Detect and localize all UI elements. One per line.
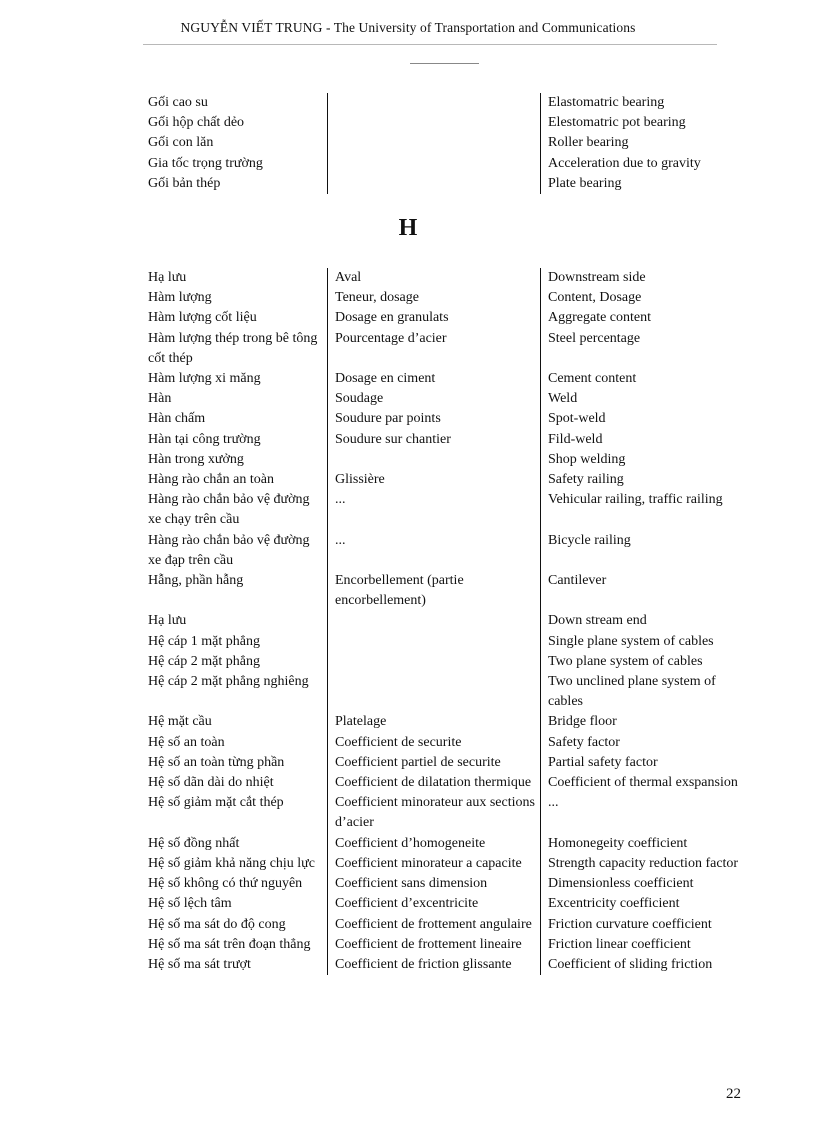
term-vietnamese: Hệ số không có thứ nguyên xyxy=(148,876,303,892)
glossary-row xyxy=(148,470,748,490)
glossary-row xyxy=(148,531,748,571)
glossary-table-h xyxy=(148,268,748,975)
term-french xyxy=(327,154,540,174)
term-english: Safety railing xyxy=(540,470,748,490)
glossary-row xyxy=(148,652,748,672)
term-english: Strength capacity reduction factor xyxy=(540,854,748,874)
term-english: Weld xyxy=(540,389,748,409)
glossary-row xyxy=(148,632,748,652)
term-english: Content, Dosage xyxy=(540,288,748,308)
term-english: Partial safety factor xyxy=(540,753,748,773)
term-vietnamese: Hệ số an toàn từng phần xyxy=(148,754,285,770)
term-french: Pourcentage d’acier xyxy=(327,329,540,369)
term-english: Down stream end xyxy=(540,611,748,631)
term-english: Homonegeity coefficient xyxy=(540,834,748,854)
glossary-row xyxy=(148,450,748,470)
glossary-row xyxy=(148,430,748,450)
glossary-row xyxy=(148,113,748,133)
glossary-row xyxy=(148,834,748,854)
term-vietnamese: Hệ cáp 1 mặt phẳng xyxy=(148,633,260,649)
term-english: Roller bearing xyxy=(540,133,748,153)
term-vietnamese: Gối cao su xyxy=(148,95,208,110)
term-french: Soudure par points xyxy=(327,409,540,429)
term-french xyxy=(327,672,540,712)
term-french: Coefficient de friction glissante xyxy=(327,955,540,975)
term-english: Friction curvature coefficient xyxy=(540,915,748,935)
term-vietnamese: Gia tốc trọng trường xyxy=(148,155,263,171)
term-english: Acceleration due to gravity xyxy=(540,154,748,174)
glossary-row xyxy=(148,409,748,429)
term-vietnamese: Hàng rào chắn bảo vệ đường xe chạy trên cầu xyxy=(148,492,310,528)
term-english: Elestomatric pot bearing xyxy=(540,113,748,133)
term-english: Spot-weld xyxy=(540,409,748,429)
term-vietnamese: Hạ lưu xyxy=(148,613,187,629)
term-english: Two unclined plane system of cables xyxy=(540,672,748,712)
term-english: Coefficient of thermal exspansion xyxy=(540,773,748,793)
glossary-row xyxy=(148,308,748,328)
glossary-row xyxy=(148,854,748,874)
term-english: Shop welding xyxy=(540,450,748,470)
term-vietnamese: Hàn xyxy=(148,391,172,407)
term-french: ... xyxy=(327,531,540,571)
glossary-row xyxy=(148,329,748,369)
term-english: Single plane system of cables xyxy=(540,632,748,652)
term-vietnamese: Hàm lượng xi măng xyxy=(148,371,261,387)
term-french: Coefficient de dilatation thermique xyxy=(327,773,540,793)
term-french: Coefficient minorateur aux sections d’acier xyxy=(327,793,540,833)
glossary-row xyxy=(148,571,748,611)
glossary-row xyxy=(148,793,748,833)
glossary-row xyxy=(148,288,748,308)
glossary-row xyxy=(148,174,748,194)
term-french: Aval xyxy=(327,268,540,288)
term-english: Bridge floor xyxy=(540,712,748,732)
term-vietnamese: Hệ số đồng nhất xyxy=(148,835,240,851)
glossary-table-g xyxy=(148,93,748,194)
term-english: Safety factor xyxy=(540,733,748,753)
term-french: Teneur, dosage xyxy=(327,288,540,308)
term-vietnamese: Hệ số ma sát do độ cong xyxy=(148,916,286,932)
term-english: Excentricity coefficient xyxy=(540,894,748,914)
term-vietnamese: Gối hộp chất dẻo xyxy=(148,115,245,131)
term-french xyxy=(327,174,540,194)
glossary-row xyxy=(148,672,748,712)
term-vietnamese: Hệ cáp 2 mặt phẳng nghiêng xyxy=(148,674,309,690)
term-french xyxy=(327,450,540,470)
term-french xyxy=(327,611,540,631)
term-french: Coefficient de frottement lineaire xyxy=(327,935,540,955)
term-english: Steel percentage xyxy=(540,329,748,369)
glossary-row xyxy=(148,773,748,793)
term-french: Dosage en ciment xyxy=(327,369,540,389)
term-vietnamese: Hàn tại công trường xyxy=(148,431,261,447)
term-french: Soudage xyxy=(327,389,540,409)
glossary-row xyxy=(148,268,748,288)
header-rule xyxy=(143,44,717,45)
term-vietnamese: Gối con lăn xyxy=(148,135,214,151)
glossary-row xyxy=(148,389,748,409)
section-letter: H xyxy=(398,215,418,241)
term-english: Two plane system of cables xyxy=(540,652,748,672)
term-vietnamese: Hàn trong xưởng xyxy=(148,451,244,467)
term-french: Dosage en granulats xyxy=(327,308,540,328)
term-french: Coefficient sans dimension xyxy=(327,874,540,894)
term-vietnamese: Hệ số giảm mặt cắt thép xyxy=(148,795,284,811)
term-french xyxy=(327,93,540,113)
term-vietnamese: Hẫng, phần hẫng xyxy=(148,573,244,589)
glossary-row xyxy=(148,133,748,153)
term-french: ... xyxy=(327,490,540,530)
term-vietnamese: Hệ số an toàn xyxy=(148,734,225,750)
term-english: Friction linear coefficient xyxy=(540,935,748,955)
term-french: Encorbellement (partie encorbellement) xyxy=(327,571,540,611)
page-number: 22 xyxy=(726,1086,741,1102)
term-english: Downstream side xyxy=(540,268,748,288)
glossary-row xyxy=(148,753,748,773)
term-french xyxy=(327,133,540,153)
term-french: Coefficient d’homogeneite xyxy=(327,834,540,854)
term-english: Cement content xyxy=(540,369,748,389)
glossary-row xyxy=(148,712,748,732)
term-english: Fild-weld xyxy=(540,430,748,450)
term-vietnamese: Hệ số ma sát trên đoạn thẳng xyxy=(148,936,311,952)
term-vietnamese: Hệ số dãn dài do nhiệt xyxy=(148,775,274,791)
glossary-row xyxy=(148,93,748,113)
term-vietnamese: Hàm lượng cốt liệu xyxy=(148,310,257,326)
term-vietnamese: Hàng rào chắn bảo vệ đường xe đạp trên cầu xyxy=(148,532,310,568)
term-english: Aggregate content xyxy=(540,308,748,328)
term-french: Coefficient de frottement angulaire xyxy=(327,915,540,935)
term-french: Platelage xyxy=(327,712,540,732)
term-french: Soudure sur chantier xyxy=(327,430,540,450)
term-vietnamese: Hàng rào chắn an toàn xyxy=(148,472,274,488)
running-header: NGUYỄN VIẾT TRUNG - The University of Transportation and Communications xyxy=(180,20,636,35)
term-vietnamese: Hệ số ma sát trượt xyxy=(148,956,251,972)
term-english: Dimensionless coefficient xyxy=(540,874,748,894)
term-english: ... xyxy=(540,793,748,833)
term-vietnamese: Hệ số giảm khả năng chịu lực xyxy=(148,855,315,871)
glossary-row xyxy=(148,369,748,389)
term-english: Elastomatric bearing xyxy=(540,93,748,113)
header-mark xyxy=(410,63,479,64)
term-french: Coefficient partiel de securite xyxy=(327,753,540,773)
glossary-row xyxy=(148,490,748,530)
glossary-row xyxy=(148,955,748,975)
term-vietnamese: Hệ mặt cầu xyxy=(148,714,212,730)
term-english: Coefficient of sliding friction xyxy=(540,955,748,975)
term-french xyxy=(327,652,540,672)
glossary-row xyxy=(148,611,748,631)
glossary-row xyxy=(148,915,748,935)
term-english: Cantilever xyxy=(540,571,748,611)
term-french: Coefficient de securite xyxy=(327,733,540,753)
term-english: Vehicular railing, traffic railing xyxy=(540,490,748,530)
term-french: Coefficient d’excentricite xyxy=(327,894,540,914)
term-french xyxy=(327,113,540,133)
term-french: Glissière xyxy=(327,470,540,490)
glossary-row xyxy=(148,874,748,894)
term-vietnamese: Hạ lưu xyxy=(148,270,187,285)
term-french xyxy=(327,632,540,652)
glossary-row xyxy=(148,733,748,753)
term-vietnamese: Hàn chấm xyxy=(148,411,206,427)
term-vietnamese: Hàm lượng thép trong bê tông cốt thép xyxy=(148,330,318,366)
term-english: Plate bearing xyxy=(540,174,748,194)
term-vietnamese: Hàm lượng xyxy=(148,290,212,306)
glossary-row xyxy=(148,935,748,955)
term-french: Coefficient minorateur a capacite xyxy=(327,854,540,874)
glossary-row xyxy=(148,154,748,174)
term-vietnamese: Hệ số lệch tâm xyxy=(148,896,232,912)
glossary-row xyxy=(148,894,748,914)
term-vietnamese: Gối bản thép xyxy=(148,175,221,191)
term-english: Bicycle railing xyxy=(540,531,748,571)
term-vietnamese: Hệ cáp 2 mặt phẳng xyxy=(148,653,260,669)
